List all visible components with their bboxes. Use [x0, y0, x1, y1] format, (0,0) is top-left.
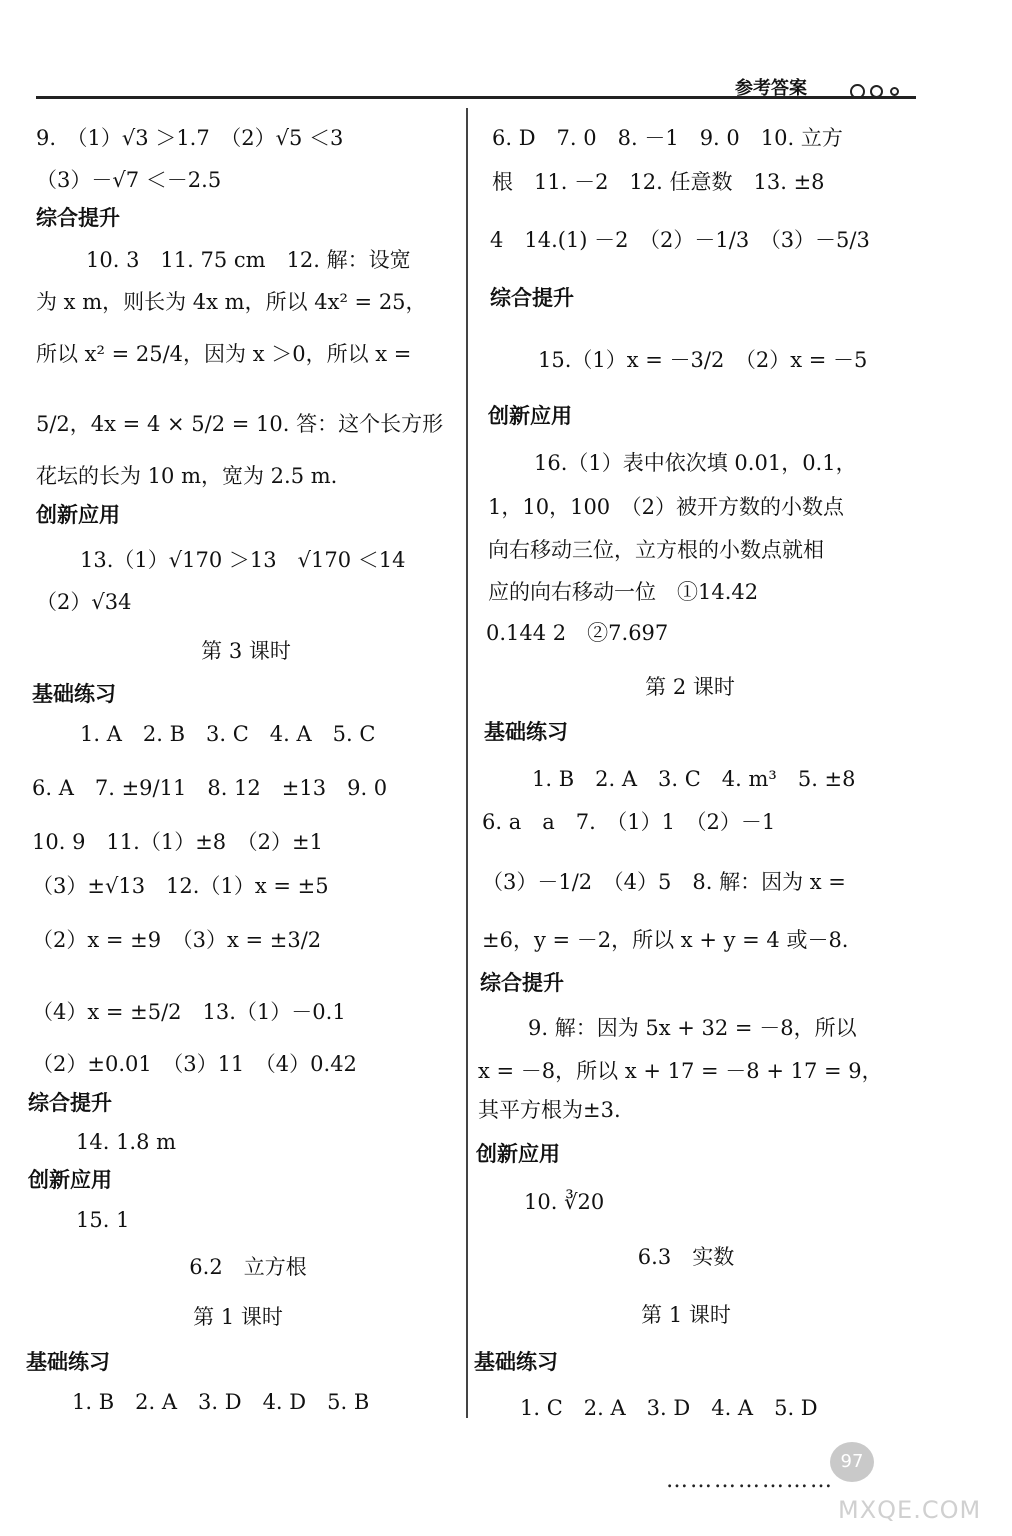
section-heading: 创新应用 [476, 1142, 560, 1166]
section-heading: 综合提升 [480, 971, 564, 995]
answer-line: 花坛的长为 10 m，宽为 2.5 m. [36, 464, 338, 488]
answer-line: 根 11. －2 12. 任意数 13. ±8 [492, 170, 825, 194]
section-title: 6.2 立方根 [189, 1255, 307, 1279]
header-circle-icon [870, 85, 883, 98]
section-heading: 综合提升 [490, 286, 574, 310]
section-heading: 创新应用 [36, 503, 120, 527]
answer-line: （3）－1/2 （4）5 8. 解：因为 x = [482, 870, 846, 894]
answer-line: 1. B 2. A 3. C 4. m³ 5. ±8 [532, 767, 856, 791]
lesson-subtitle: 第 3 课时 [201, 639, 291, 663]
answer-line: 1. A 2. B 3. C 4. A 5. C [80, 722, 376, 746]
footer-dots: ………………… [666, 1468, 834, 1493]
answer-line: （4）x = ±5/2 13.（1）－0.1 [32, 1000, 346, 1024]
answer-line: 6. a a 7. （1）1 （2）－1 [482, 810, 776, 834]
answer-line: 10. 9 11.（1）±8 （2）±1 [32, 830, 323, 854]
header-title: 参考答案 [735, 78, 807, 99]
section-heading: 综合提升 [28, 1091, 112, 1115]
answer-line: （3）－√7 ＜－2.5 [36, 168, 222, 192]
answer-line: 1. B 2. A 3. D 4. D 5. B [72, 1390, 370, 1414]
answer-line: 1，10，100 （2）被开方数的小数点 [488, 495, 845, 519]
answer-line: 6. A 7. ±9/11 8. 12 ±13 9. 0 [32, 776, 388, 800]
lesson-subtitle: 第 1 课时 [193, 1305, 283, 1329]
answer-line: 向右移动三位，立方根的小数点就相 [488, 538, 824, 562]
answer-line: 15. 1 [76, 1208, 130, 1232]
section-heading: 综合提升 [36, 206, 120, 230]
answer-line: 13.（1）√170 ＞13 √170 ＜14 [80, 548, 406, 572]
column-divider [466, 108, 468, 1418]
answer-line: 所以 x² = 25/4，因为 x ＞0，所以 x = [36, 342, 412, 366]
header-dot-icon [890, 87, 899, 96]
lesson-subtitle: 第 1 课时 [641, 1303, 731, 1327]
answer-line: （3）±√13 12.（1）x = ±5 [32, 874, 329, 898]
answer-line: 10. 3 11. 75 cm 12. 解：设宽 [86, 248, 411, 272]
answer-line: （2）x = ±9 （3）x = ±3/2 [32, 928, 322, 952]
answer-line: 其平方根为±3. [478, 1098, 621, 1122]
answer-line: 15.（1）x = －3/2 （2）x = －5 [538, 348, 868, 372]
answer-line: 应的向右移动一位 ①14.42 [488, 580, 759, 604]
section-heading: 基础练习 [26, 1350, 110, 1374]
answer-line: 6. D 7. 0 8. －1 9. 0 10. 立方 [492, 126, 843, 150]
answer-line: 4 14.(1) －2 （2）－1/3 （3）－5/3 [490, 228, 870, 252]
answer-line: 9. （1）√3 ＞1.7 （2）√5 ＜3 [36, 126, 344, 150]
answer-line: （2）±0.01 （3）11 （4）0.42 [32, 1052, 357, 1076]
section-heading: 创新应用 [488, 404, 572, 428]
header-circle-icon [850, 84, 865, 99]
answer-line: x = －8，所以 x + 17 = －8 + 17 = 9， [478, 1059, 883, 1083]
answer-line: 14. 1.8 m [76, 1130, 177, 1154]
answer-line: 0.144 2 ②7.697 [486, 621, 669, 645]
section-heading: 基础练习 [474, 1350, 558, 1374]
section-title: 6.3 实数 [637, 1245, 735, 1269]
section-heading: 基础练习 [484, 720, 568, 744]
answer-line: 10. ∛20 [524, 1190, 605, 1214]
section-heading: 基础练习 [32, 682, 116, 706]
answer-line: ±6，y = －2，所以 x + y = 4 或－8. [482, 928, 849, 952]
page-number-badge: 97 [830, 1442, 874, 1482]
answer-line: 9. 解：因为 5x + 32 = －8，所以 [528, 1016, 857, 1040]
answer-line: 16.（1）表中依次填 0.01，0.1， [534, 451, 857, 475]
answer-line: 1. C 2. A 3. D 4. A 5. D [520, 1396, 818, 1420]
answer-line: 5/2，4x = 4 × 5/2 = 10. 答：这个长方形 [36, 412, 444, 436]
answer-line: （2）√34 [36, 590, 132, 614]
answer-line: 为 x m，则长为 4x m，所以 4x² = 25， [36, 290, 427, 314]
lesson-subtitle: 第 2 课时 [645, 675, 735, 699]
section-heading: 创新应用 [28, 1168, 112, 1192]
watermark: MXQE.COM [838, 1496, 982, 1524]
